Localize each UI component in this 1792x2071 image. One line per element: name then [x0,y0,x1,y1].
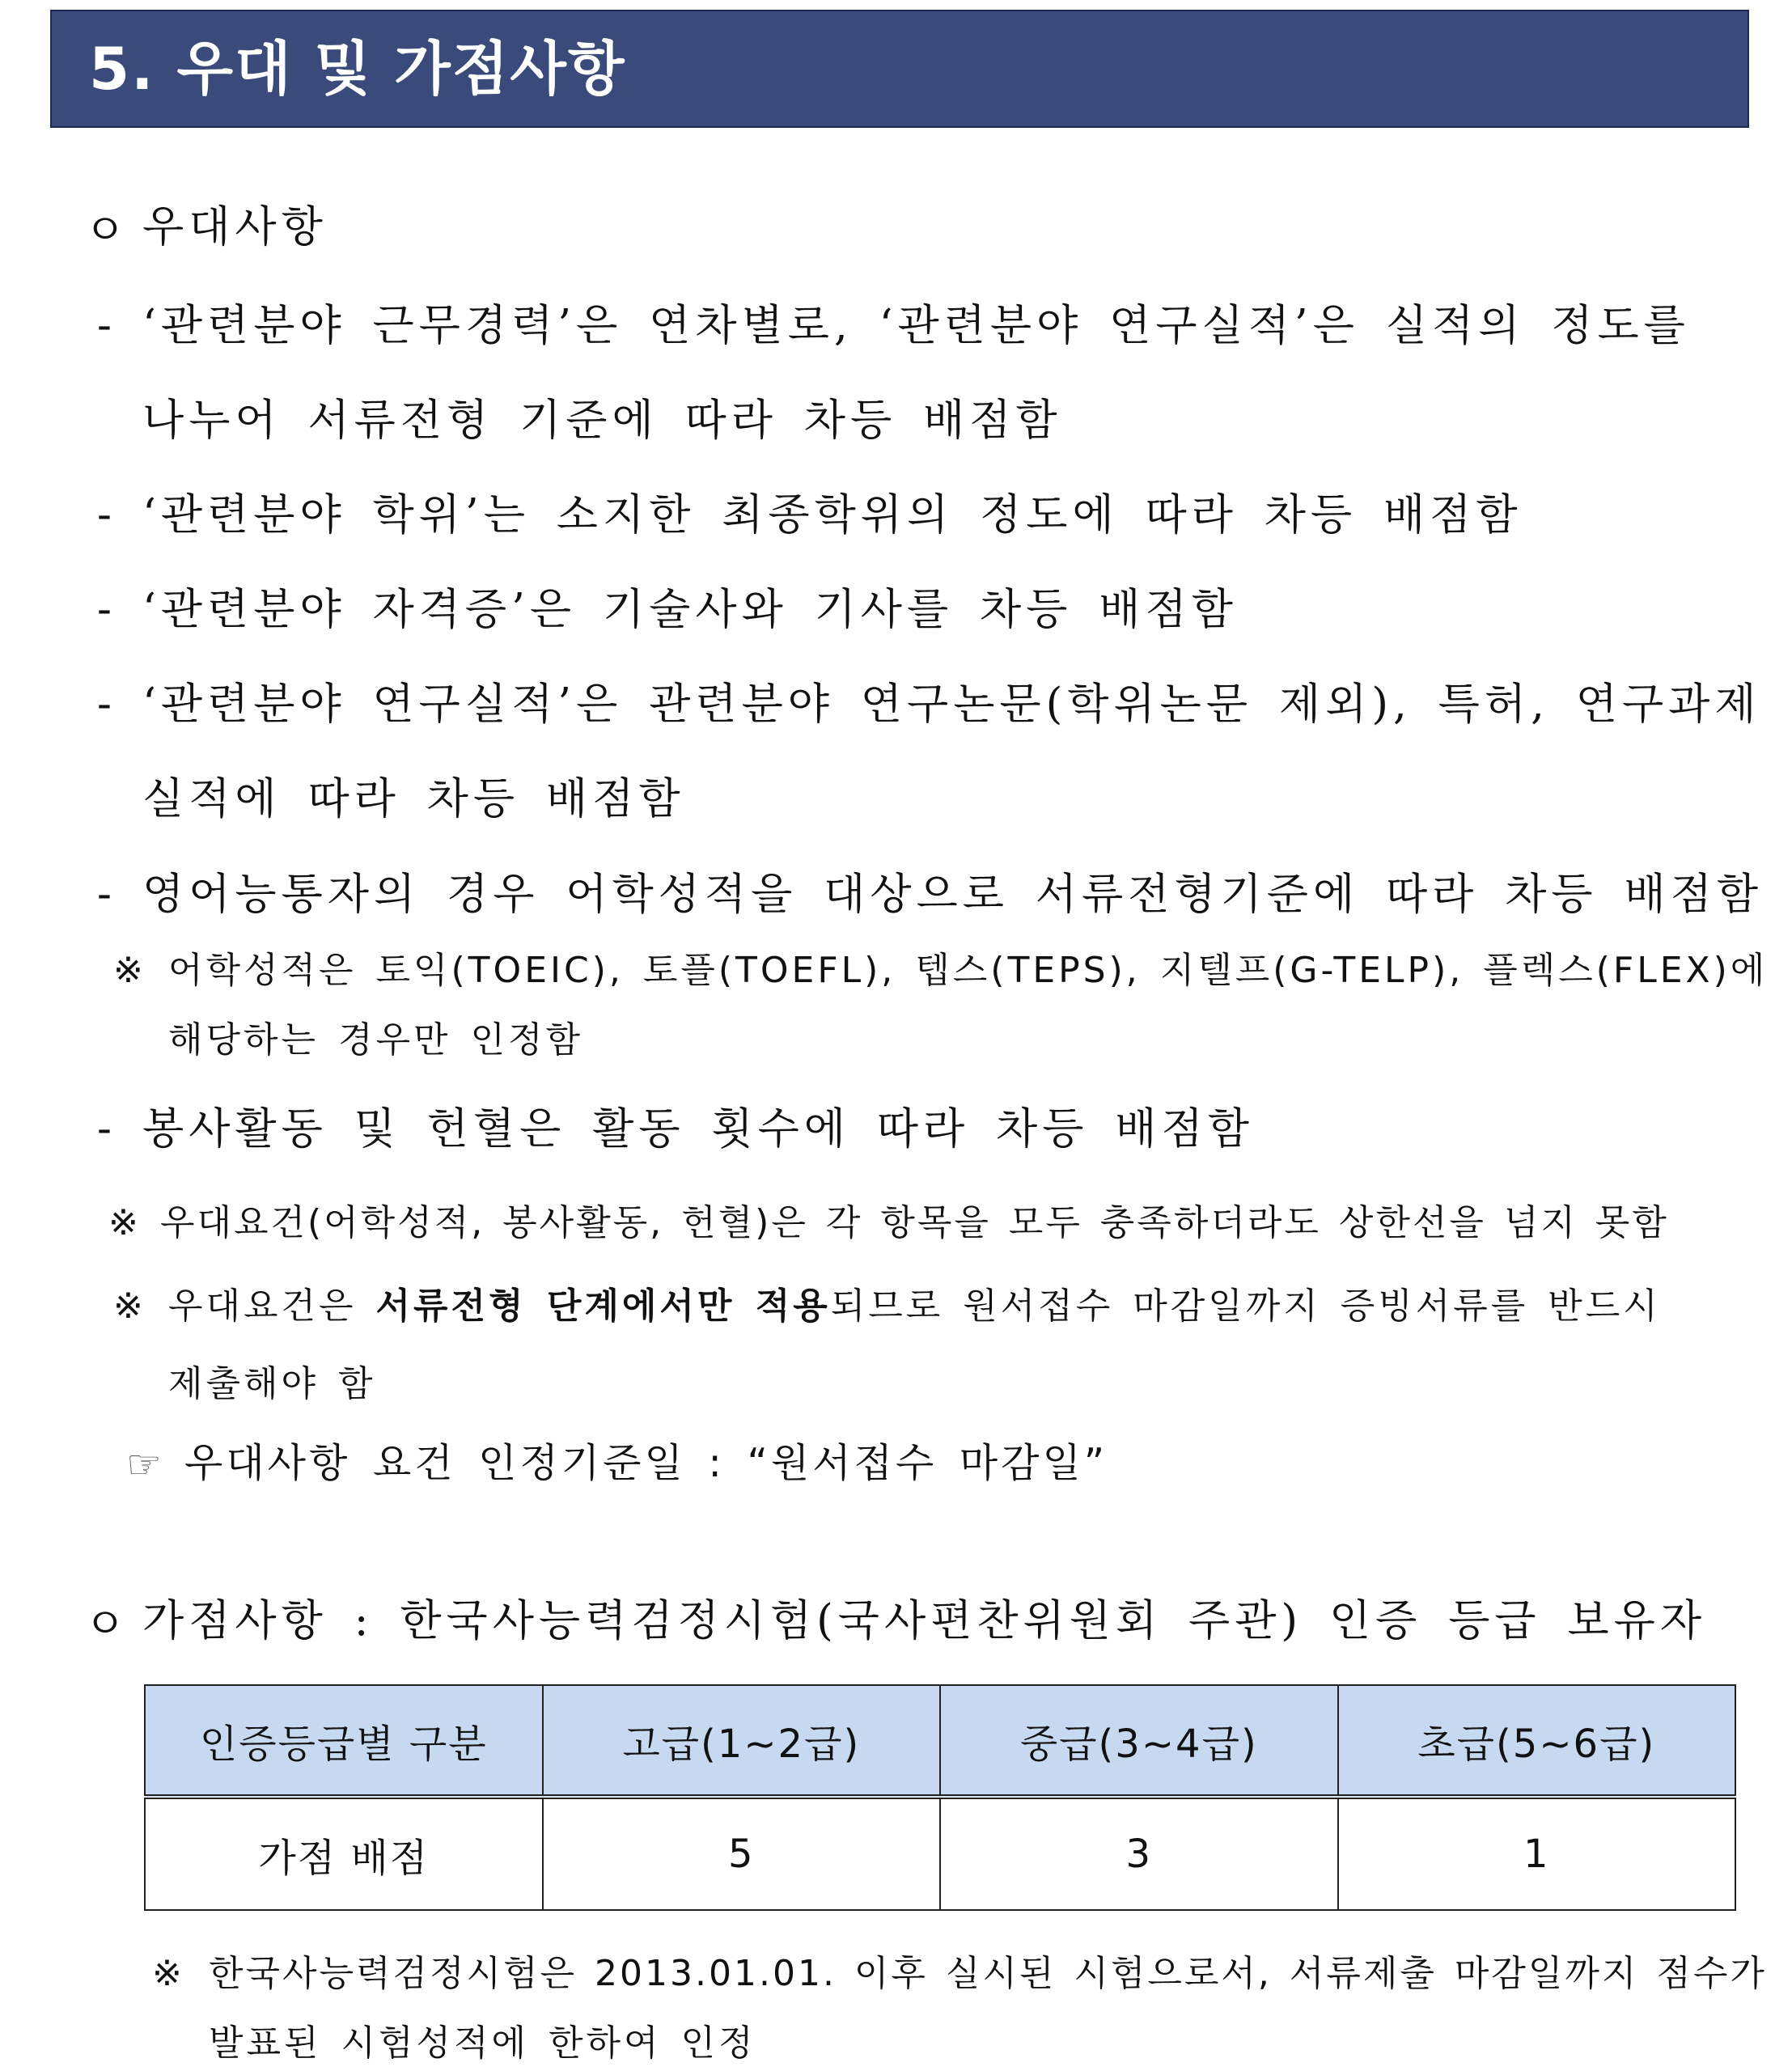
bonus-note-text: 한국사능력검정시험은 2013.01.01. 이후 실시된 시험으로서, 서류제출 마감일까지 점수가 [209,1953,1767,1994]
note-language-text: 어학성적은 토익(TOEIC), 토플(TOEFL), 텝스(TEPS), 지텔프(G-TELP), 플렉스(FLEX)에 [168,950,1769,991]
table-header-cell: 중급(3~4급) [940,1685,1338,1797]
reference-date-text: 우대사항 요건 인정기준일 : “원서접수 마감일” [184,1440,1108,1486]
note-stage-text [168,1285,1661,1327]
bonus-bullet: ㅇ [84,1599,131,1649]
note-stage-bold: 서류전형 단계에서만 적용 [375,1285,831,1327]
pointing-hand-icon: ☞ [126,1442,165,1488]
note-marker: ※ [113,1285,146,1327]
preference-item-marker: - [97,680,117,729]
preference-item-text: 실적에 따라 차등 배점함 [142,774,685,824]
preference-item-text: ‘관련분야 연구실적’은 관련분야 연구논문(학위논문 제외), 특허, 연구과제 [142,680,1761,729]
preference-item-text: 봉사활동 및 헌혈은 활동 횟수에 따라 차등 배점함 [142,1104,1254,1154]
table-cell: 3 [940,1797,1338,1910]
note-marker: ※ [108,1202,142,1243]
table-cell: 가점 배점 [145,1797,543,1910]
note-stage-pre: 우대요건은 [168,1285,376,1327]
preference-item-text: 나누어 서류전형 기준에 따라 차등 배점함 [142,396,1062,445]
section-title-bar [50,10,1749,128]
preference-bullet: ㅇ [84,205,131,255]
section-title: 5. 우대 및 가점사항 [89,35,626,103]
preference-item-marker: - [97,490,117,540]
bonus-heading: 가점사항 : 한국사능력검정시험(국사편찬위원회 주관) 인증 등급 보유자 [142,1596,1707,1645]
note-language-text: 해당하는 경우만 인정함 [168,1019,584,1061]
note-stage-text-line2: 제출해야 함 [168,1363,376,1404]
table-cell: 1 [1338,1797,1736,1910]
preference-item-text: ‘관련분야 자격증’은 기술사와 기사를 차등 배점함 [142,585,1238,634]
note-cap-text: 우대요건(어학성적, 봉사활동, 헌혈)은 각 항목을 모두 충족하더라도 상한선을 넘지 못함 [160,1202,1669,1243]
table-row [145,1797,1735,1910]
table-header-cell: 인증등급별 구분 [145,1685,543,1797]
note-stage-post: 되므로 원서접수 마감일까지 증빙서류를 반드시 [830,1285,1661,1327]
note-marker: ※ [152,1953,185,1994]
preference-item-marker: - [97,585,117,634]
bonus-score-table [144,1684,1736,1911]
bonus-note-text: 발표된 시험성적에 한하여 인정 [209,2022,756,2064]
preference-item-marker: - [97,870,117,919]
table-header-row [145,1685,1735,1797]
preference-item-text: ‘관련분야 근무경력’은 연차별로, ‘관련분야 연구실적’은 실적의 정도를 [142,301,1690,350]
preference-item-text: 영어능통자의 경우 어학성적을 대상으로 서류전형기준에 따라 차등 배점함 [142,870,1764,919]
table-cell: 5 [543,1797,941,1910]
table-header-cell: 초급(5~6급) [1338,1685,1736,1797]
preference-heading: 우대사항 [142,202,328,252]
preference-item-marker: - [97,1104,117,1154]
note-marker: ※ [113,950,146,991]
preference-item-text: ‘관련분야 학위’는 소지한 최종학위의 정도에 따라 차등 배점함 [142,490,1523,540]
preference-item-marker: - [97,301,117,350]
table-header-cell: 고급(1~2급) [543,1685,941,1797]
